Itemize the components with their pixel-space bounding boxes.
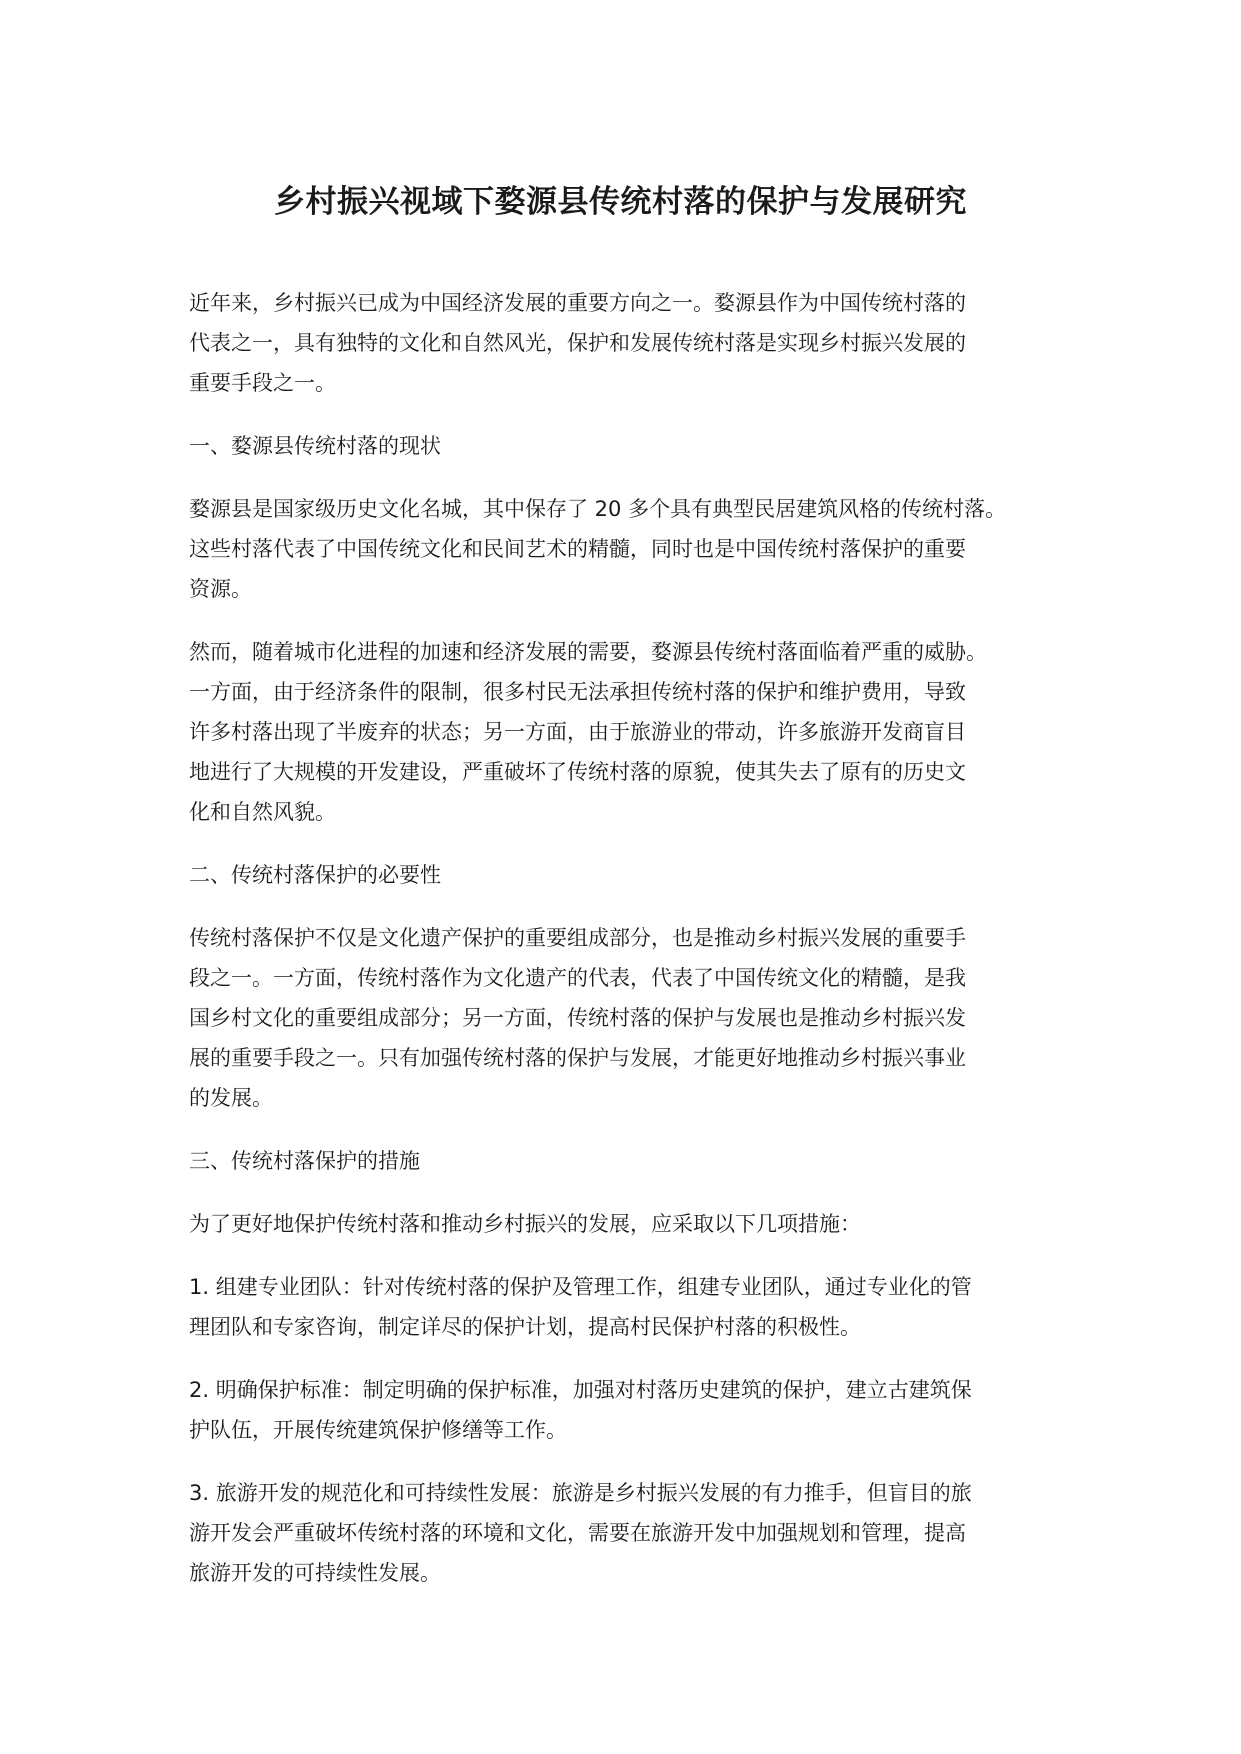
text-line: 一方面，由于经济条件的限制，很多村民无法承担传统村落的保护和维护费用，导致 <box>189 680 966 704</box>
text-line: 游开发会严重破坏传统村落的环境和文化，需要在旅游开发中加强规划和管理，提高 <box>189 1521 966 1545</box>
text-line: 婺源县是国家级历史文化名城，其中保存了 20 多个具有典型民居建筑风格的传统村落。 <box>189 497 1007 521</box>
text-line: 3. 旅游开发的规范化和可持续性发展：旅游是乡村振兴发展的有力推手，但盲目的旅 <box>189 1481 972 1505</box>
text-line: 许多村落出现了半废弃的状态；另一方面，由于旅游业的带动，许多旅游开发商盲目 <box>189 720 966 744</box>
text-line: 旅游开发的可持续性发展。 <box>189 1561 441 1585</box>
text-line: 然而，随着城市化进程的加速和经济发展的需要，婺源县传统村落面临着严重的威胁。 <box>189 640 987 664</box>
text-line: 代表之一，具有独特的文化和自然风光，保护和发展传统村落是实现乡村振兴发展的 <box>189 331 966 355</box>
document-title: 乡村振兴视域下婺源县传统村落的保护与发展研究 <box>274 184 967 220</box>
measure-item-1 <box>189 1267 1079 1347</box>
text-line: 2. 明确保护标准：制定明确的保护标准，加强对村落历史建筑的保护，建立古建筑保 <box>189 1378 972 1402</box>
text-line: 国乡村文化的重要组成部分；另一方面，传统村落的保护与发展也是推动乡村振兴发 <box>189 1006 966 1030</box>
section-heading-3: 三、传统村落保护的措施 <box>189 1149 420 1173</box>
threat-paragraph <box>189 632 1079 832</box>
text-line: 护队伍，开展传统建筑保护修缮等工作。 <box>189 1418 567 1442</box>
section-heading-2: 二、传统村落保护的必要性 <box>189 863 441 887</box>
text-line: 1. 组建专业团队：针对传统村落的保护及管理工作，组建专业团队，通过专业化的管 <box>189 1275 972 1299</box>
status-paragraph <box>189 489 1079 609</box>
text-line: 资源。 <box>189 577 252 601</box>
text-line: 化和自然风貌。 <box>189 800 336 824</box>
measure-item-2 <box>189 1370 1079 1450</box>
intro-paragraph <box>189 283 1079 403</box>
document-body <box>189 283 1079 1616</box>
text-line: 近年来，乡村振兴已成为中国经济发展的重要方向之一。婺源县作为中国传统村落的 <box>189 291 966 315</box>
text-line: 重要手段之一。 <box>189 371 336 395</box>
text-line: 传统村落保护不仅是文化遗产保护的重要组成部分，也是推动乡村振兴发展的重要手 <box>189 926 966 950</box>
necessity-paragraph <box>189 918 1079 1118</box>
text-line: 的发展。 <box>189 1086 273 1110</box>
measure-item-3 <box>189 1473 1079 1593</box>
text-line: 段之一。一方面，传统村落作为文化遗产的代表，代表了中国传统文化的精髓，是我 <box>189 966 966 990</box>
text-line: 理团队和专家咨询，制定详尽的保护计划，提高村民保护村落的积极性。 <box>189 1315 861 1339</box>
measures-intro-paragraph <box>189 1204 1079 1244</box>
text-line: 地进行了大规模的开发建设，严重破坏了传统村落的原貌，使其失去了原有的历史文 <box>189 760 966 784</box>
text-line: 这些村落代表了中国传统文化和民间艺术的精髓，同时也是中国传统村落保护的重要 <box>189 537 966 561</box>
text-line: 为了更好地保护传统村落和推动乡村振兴的发展，应采取以下几项措施： <box>189 1212 861 1236</box>
section-heading-1: 一、婺源县传统村落的现状 <box>189 434 441 458</box>
text-line: 展的重要手段之一。只有加强传统村落的保护与发展，才能更好地推动乡村振兴事业 <box>189 1046 966 1070</box>
